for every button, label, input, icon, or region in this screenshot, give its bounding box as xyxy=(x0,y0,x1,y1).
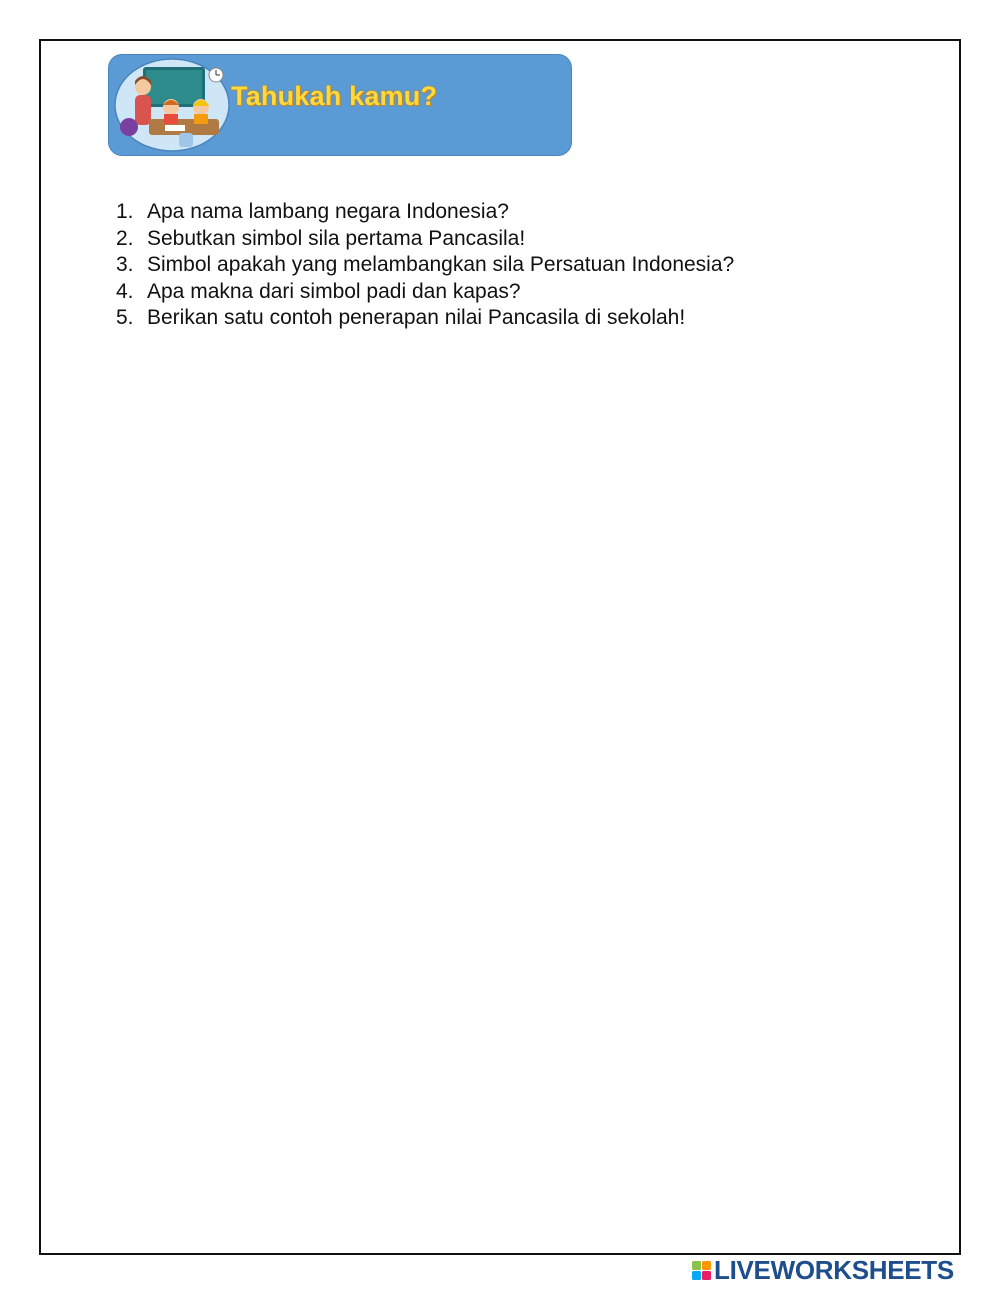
logo-block xyxy=(702,1271,711,1280)
liveworksheets-logo xyxy=(692,1255,954,1285)
question-text: Berikan satu contoh penerapan nilai Pancasila di sekolah! xyxy=(147,306,686,329)
question-number: 2. xyxy=(116,226,134,250)
question-number: 4. xyxy=(116,279,134,303)
question-item xyxy=(116,199,734,226)
question-number: 3. xyxy=(116,253,134,276)
banner-title: Tahukah kamu? xyxy=(231,81,438,111)
question-item xyxy=(116,279,734,306)
logo-block xyxy=(692,1261,701,1270)
question-item xyxy=(116,305,734,332)
logo-blocks-icon xyxy=(692,1261,711,1280)
question-text: Apa nama lambang negara Indonesia? xyxy=(147,200,509,223)
tahukah-kamu-banner xyxy=(108,54,572,156)
question-text: Sebutkan simbol sila pertama Pancasila! xyxy=(147,226,526,250)
logo-block xyxy=(692,1271,701,1280)
question-text: Simbol apakah yang melambangkan sila Persatuan Indonesia? xyxy=(147,253,735,276)
question-text: Apa makna dari simbol padi dan kapas? xyxy=(147,279,521,303)
logo-text: LIVEWORKSHEETS xyxy=(714,1254,954,1285)
question-list xyxy=(116,199,734,332)
logo-block xyxy=(702,1261,711,1270)
classroom-illustration-icon xyxy=(113,57,231,153)
question-item xyxy=(116,252,734,279)
question-number: 1. xyxy=(116,200,134,223)
question-item xyxy=(116,226,734,253)
question-number: 5. xyxy=(116,306,134,329)
